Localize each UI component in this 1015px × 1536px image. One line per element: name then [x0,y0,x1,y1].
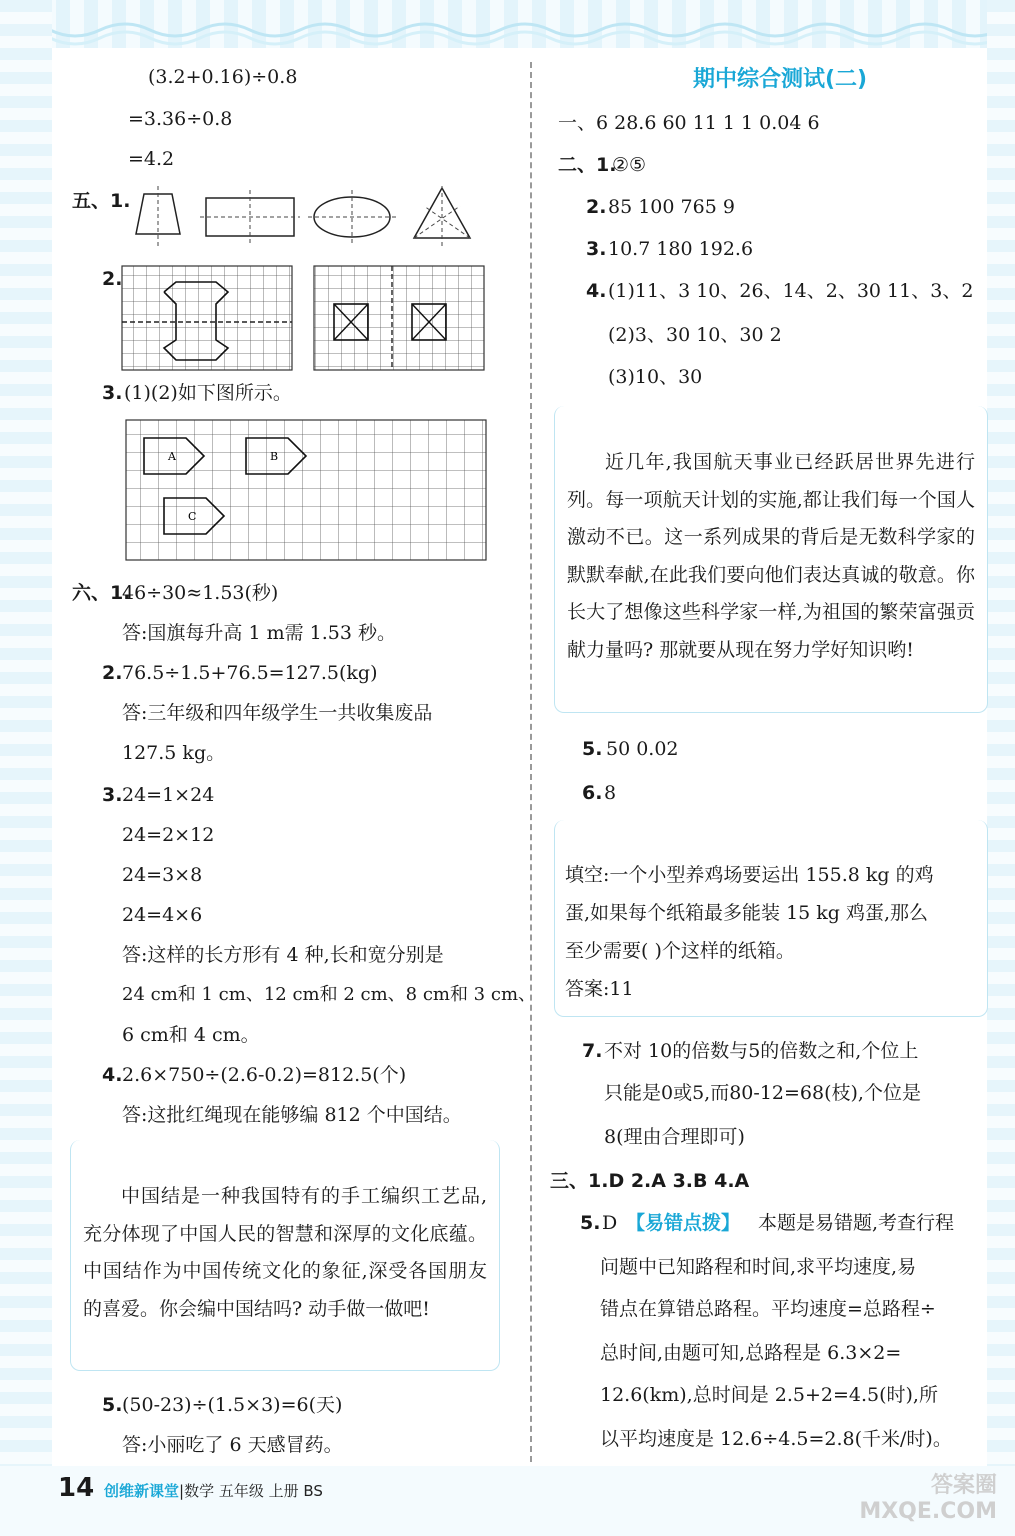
trapezoid-shape [136,186,180,246]
section-6-q4-number: 4. [102,1064,123,1086]
part-2-q1-number: 二、1. [558,154,617,176]
part-2-q4-3: (3)10、30 [608,366,703,388]
section-6-q2-answer-1: 答:三年级和四年级学生一共收集废品 [122,702,433,724]
section-6-q2-number: 2. [102,662,123,684]
section-6-q1-answer: 答:国旗每升高 1 m需 1.53 秒。 [122,622,396,644]
part-3-q5-number: 5. [580,1212,601,1234]
section-6-q3-number: 3. [102,784,123,806]
page-title: 期中综合测试(二) [692,67,868,92]
part-2-q7-line-1: 不对 10的倍数与5的倍数之和,个位上 [604,1040,919,1062]
right-margin-strip [987,0,1015,1536]
label-a: A [168,450,176,463]
part-2-q4-1: (1)11、3 10、26、14、2、30 11、3、2 [608,280,974,302]
part-2-q4-2: (2)3、30 10、30 2 [608,324,782,346]
right-extension-text-2-line-4: 答案:11 [565,978,634,1000]
column-divider [530,62,532,1462]
left-extension-box [70,1140,500,1371]
right-extension-text-1: 近几年,我国航天事业已经跃居世界先进行列。每一项航天计划的实施,都让我们每一个国人激动不已。这一系列成果的背后是无数科学家的默默奉献,在此我们要向他们表达真诚的敬意。你长大了想像这些科学家一样,为祖国的繁荣富强贡献力量吗? 那就要从现在努力学好知识哟! [567,451,975,661]
brand-name: 创维新课堂 [104,1482,180,1500]
part-2-q2-number: 2. [586,196,607,218]
part-2-q1: ②⑤ [612,154,647,176]
section-6-q5-answer: 答:小丽吃了 6 天感冒药。 [122,1434,343,1456]
left-margin-strip [0,0,52,1536]
section-6-q3-answer-3: 6 cm和 4 cm。 [122,1024,260,1046]
grid-right [314,266,484,370]
calc-line-2: =3.36÷0.8 [128,108,233,130]
part-3-q5-line-6: 以平均速度是 12.6÷4.5=2.8(千米/时)。 [600,1428,952,1450]
right-extension-box-2 [554,820,988,1017]
part-3-answers: 三、1.D 2.A 3.B 4.A [550,1170,750,1192]
section-5-q2-number: 2. [102,268,123,290]
section-6-q4: 2.6×750÷(2.6-0.2)=812.5(个) [122,1064,407,1086]
section-6-q3-a: 24=1×24 [122,784,215,806]
part-2-q3: 10.7 180 192.6 [608,238,754,260]
left-extension-text: 中国结是一种我国特有的手工编织工艺品,充分体现了中国人民的智慧和深厚的文化底蕴。中国结作为中国传统文化的象征,深受各国朋友的喜爱。你会编中国结吗? 动手做一做吧! [83,1185,487,1320]
symmetry-shapes-figure [122,186,512,248]
label-b: B [270,450,279,463]
section-6-q3-answer-2: 24 cm和 1 cm、12 cm和 2 cm、8 cm和 3 cm、 [122,984,537,1005]
part-2-q4-number: 4. [586,280,607,302]
top-wave-banner [0,0,1015,48]
part-2-q3-number: 3. [586,238,607,260]
watermark-logo: 答案圈 MXQE.COM [859,1473,997,1524]
error-tip-tag: 【易错点拨】 [626,1212,741,1234]
right-extension-text-2-line-3: 至少需要( )个这样的纸箱。 [565,940,795,962]
section-6-q5: (50-23)÷(1.5×3)=6(天) [122,1394,343,1416]
part-3-q5-line-5: 12.6(km),总时间是 2.5+2=4.5(时),所 [600,1384,938,1406]
part-2-q5: 50 0.02 [606,738,679,760]
section-5-q3-number: 3. [102,382,123,404]
section-6-q1-number: 六、1. [72,582,131,604]
right-extension-box-1 [554,406,988,713]
section-6-q3-b: 24=2×12 [122,824,215,846]
part-2-q7-line-3: 8(理由合理即可) [604,1126,745,1148]
rectangle-shape [200,190,300,244]
section-5-q1-number: 五、1. [72,190,131,212]
part-2-q6-number: 6. [582,782,603,804]
part-2-q5-number: 5. [582,738,603,760]
right-extension-text-2-line-1: 填空:一个小型养鸡场要运出 155.8 kg 的鸡 [565,864,934,886]
section-6-q1: 46÷30≈1.53(秒) [122,582,279,604]
section-5-q3-text: (1)(2)如下图所示。 [124,382,292,404]
calc-line-3: =4.2 [128,148,175,170]
section-6-q3-c: 24=3×8 [122,864,203,886]
part-1-answers: 一、6 28.6 60 11 1 1 0.04 6 [558,112,820,134]
part-3-q5-line-1: 本题是易错题,考查行程 [758,1212,955,1234]
grid-left [122,266,292,370]
section-6-q3-answer-1: 答:这样的长方形有 4 种,长和宽分别是 [122,944,444,966]
grid-symmetry-figure [120,262,492,374]
section-6-q2: 76.5÷1.5+76.5=127.5(kg) [122,662,378,684]
book-info: |数学 五年级 上册 BS [179,1482,323,1500]
calc-line-1: (3.2+0.16)÷0.8 [148,66,298,88]
page-number: 14 [58,1473,95,1503]
part-3-q5-line-3: 错点在算错总路程。平均速度=总路程÷ [600,1298,936,1320]
section-6-q2-answer-2: 127.5 kg。 [122,742,226,764]
triangle-shape [414,186,470,246]
section-6-q3-d: 24=4×6 [122,904,203,926]
wave-decoration [0,0,1015,48]
part-3-q5-line-2: 问题中已知路程和时间,求平均速度,易 [600,1256,917,1278]
ellipse-shape [308,190,396,244]
part-2-q7-number: 7. [582,1040,603,1062]
part-3-q5-answer: D [602,1212,618,1234]
label-c: C [188,510,197,523]
part-2-q2: 85 100 765 9 [608,196,735,218]
part-3-q5-line-4: 总时间,由题可知,总路程是 6.3×2= [600,1342,902,1364]
footer-info [104,1480,323,1501]
right-extension-text-2-line-2: 蛋,如果每个纸箱最多能装 15 kg 鸡蛋,那么 [565,902,929,924]
translation-grid-figure [122,416,490,564]
part-2-q6: 8 [604,782,617,804]
part-2-q7-line-2: 只能是0或5,而80-12=68(枝),个位是 [604,1082,921,1104]
section-6-q5-number: 5. [102,1394,123,1416]
section-6-q4-answer: 答:这批红绳现在能够编 812 个中国结。 [122,1104,462,1126]
